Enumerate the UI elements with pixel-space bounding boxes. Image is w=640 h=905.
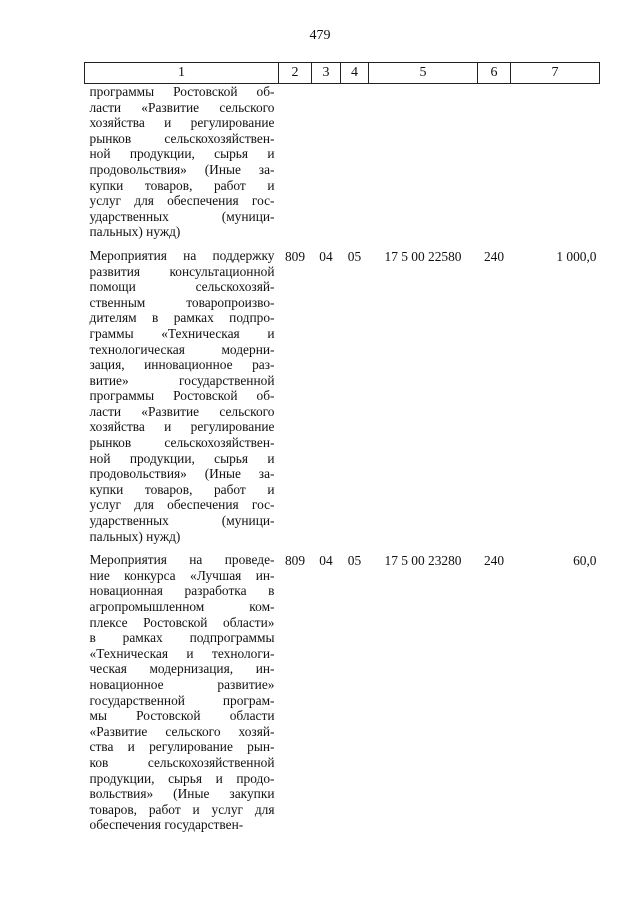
description-line: ласти «Развитие сельского (89, 403, 275, 419)
column-header: 3 (312, 63, 341, 84)
description-line: услуг для обеспечения гос- (89, 497, 275, 513)
description-line: зация, инновационное раз- (89, 357, 275, 373)
column-header: 5 (369, 63, 478, 84)
description-line: ной продукции, сырья и (89, 146, 275, 162)
description-line: ной продукции, сырья и (89, 450, 275, 466)
amount (511, 84, 600, 248)
description-line: ударственных (муници- (89, 208, 275, 224)
description-line: плексе Ростовской области» (89, 614, 275, 630)
description-line: услуг для обеспечения гос- (89, 193, 275, 209)
description-line: ства и регулирование рын- (89, 739, 275, 755)
page-number: 479 (309, 28, 331, 43)
description-line: Мероприятия на проведе- (89, 552, 275, 568)
description-line: мы Ростовской области (89, 708, 275, 724)
target-code: 17 5 00 23280 (384, 553, 462, 569)
row-description (85, 248, 279, 552)
description-line: ние конкурса «Лучшая ин- (89, 567, 275, 583)
row-description (85, 84, 279, 248)
column-header: 1 (85, 63, 279, 84)
description-line: ческая модернизация, ин- (89, 661, 275, 677)
row-description (85, 552, 279, 833)
description-line: продовольствия» (Иные за- (89, 466, 275, 482)
table-row (85, 84, 600, 248)
description-line: граммы «Техническая и (89, 325, 275, 341)
description-line: государственной програм- (89, 692, 275, 708)
column-header: 6 (478, 63, 511, 84)
description-line: вольствия» (Иные закупки (89, 786, 275, 802)
description-line: ласти «Развитие сельского (89, 99, 275, 115)
description-line: ственным товаропроизво- (89, 294, 275, 310)
column-header: 2 (279, 63, 312, 84)
section-code: 04 (319, 248, 333, 264)
column-header: 7 (511, 63, 600, 84)
table-row (85, 248, 600, 552)
description-line: в рамках подпрограммы (89, 630, 275, 646)
description-line: новационное развитие» (89, 676, 275, 692)
description-line: программы Ростовской об- (89, 388, 275, 404)
budget-table (84, 62, 600, 833)
description-line: товаров, работ и услуг для (89, 801, 275, 817)
description-line: Мероприятия на поддержку (89, 247, 275, 263)
description-line: продукции, сырья и продо- (89, 770, 275, 786)
table-row (85, 552, 600, 833)
description-line: продовольствия» (Иные за- (89, 161, 275, 177)
description-line: пальных) нужд) (89, 528, 181, 544)
header-row (85, 63, 600, 84)
description-line: хозяйства и регулирование (89, 419, 275, 435)
description-line: помощи сельскохозяй- (89, 279, 275, 295)
amount: 1 000,0 (556, 248, 597, 264)
amount: 60,0 (573, 553, 597, 569)
subsection-code: 05 (347, 553, 362, 569)
description-line: «Техническая и технологи- (89, 645, 275, 661)
description-line: программы Ростовской об- (89, 84, 275, 99)
description-line: рынков сельскохозяйствен- (89, 435, 275, 451)
description-line: хозяйства и регулирование (89, 115, 275, 131)
target-code: 17 5 00 22580 (384, 248, 462, 264)
target-code (369, 84, 478, 248)
expense-type-code (478, 84, 511, 248)
description-line: витие» государственной (89, 372, 275, 388)
description-line: купки товаров, работ и (89, 481, 275, 497)
subsection-code (341, 84, 369, 248)
ministry-code: 809 (284, 553, 306, 569)
description-line: рынков сельскохозяйствен- (89, 130, 275, 146)
section-code (312, 84, 341, 248)
expense-type-code: 240 (483, 553, 505, 569)
description-line: развития консультационной (89, 263, 275, 279)
description-line: купки товаров, работ и (89, 177, 275, 193)
subsection-code: 05 (347, 248, 362, 264)
description-line: агропромышленном ком- (89, 599, 275, 614)
description-line: дителям в рамках подпро- (89, 310, 275, 326)
description-line: ков сельскохозяйственной (89, 754, 275, 770)
description-line: пальных) нужд) (89, 224, 181, 240)
description-line: ударственных (муници- (89, 513, 275, 529)
description-line: обеспечения государствен- (89, 817, 244, 833)
ministry-code: 809 (284, 248, 306, 264)
section-code: 04 (319, 553, 333, 569)
description-line: технологическая модерни- (89, 341, 275, 357)
column-header: 4 (341, 63, 369, 84)
ministry-code (279, 84, 312, 248)
description-line: новационная разработка в (89, 583, 275, 599)
expense-type-code: 240 (483, 248, 505, 264)
description-line: «Развитие сельского хозяй- (89, 723, 275, 739)
